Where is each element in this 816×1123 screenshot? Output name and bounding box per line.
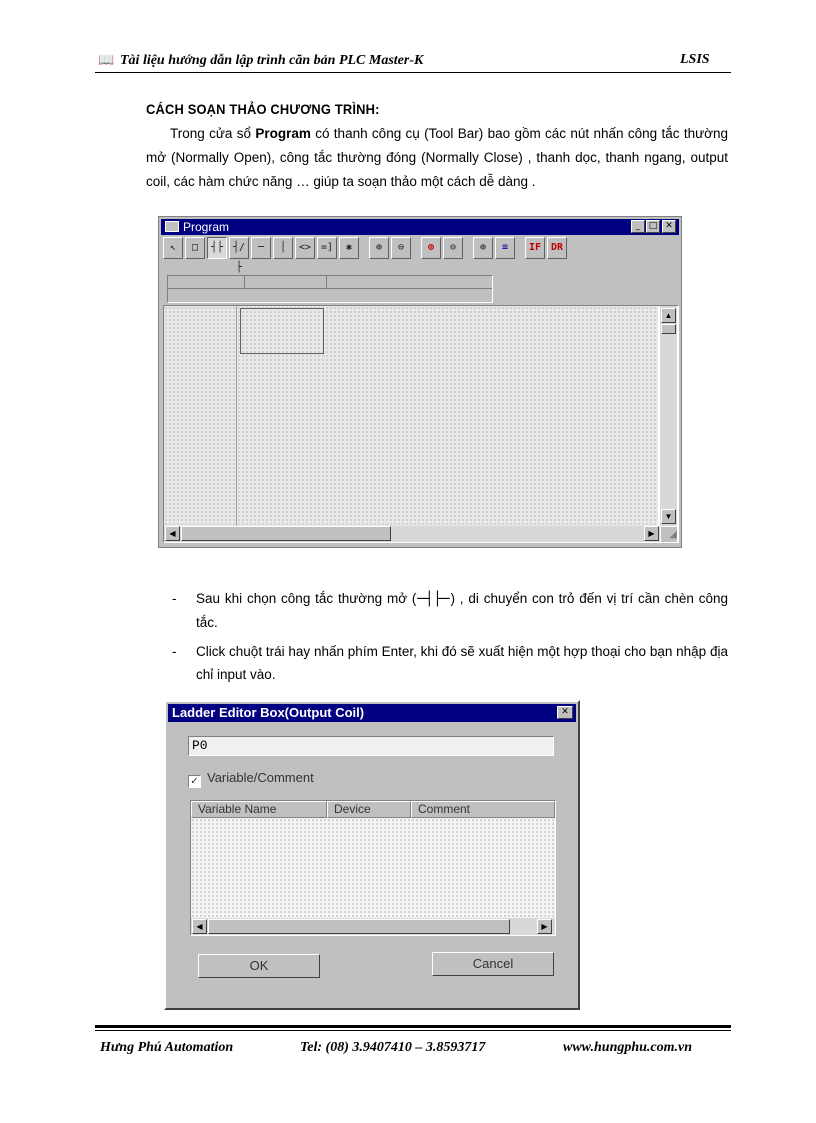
para-bold: Program — [255, 126, 311, 141]
contact-open-symbol-icon: ─┤├─ — [417, 591, 450, 607]
ladder-editor-dialog — [164, 700, 580, 1010]
bullet-dash: - — [172, 644, 177, 659]
horizontal-line-icon[interactable]: ─ — [251, 237, 271, 259]
ladder-edit-area[interactable] — [163, 305, 679, 543]
coil-icon[interactable]: <> — [295, 237, 315, 259]
program-titlebar — [161, 219, 679, 235]
ok-button[interactable]: OK — [198, 954, 320, 978]
contact-open-icon[interactable]: ┤├ — [207, 237, 227, 259]
dialog-titlebar — [168, 704, 576, 722]
column-header-variable-name[interactable]: Variable Name — [191, 801, 327, 818]
scroll-right-button[interactable]: ▶ — [644, 526, 659, 541]
scroll-down-button[interactable]: ▼ — [661, 509, 676, 524]
footer-divider-thick — [95, 1025, 731, 1028]
bullet-1-text-b: ) , di chuyển con trỏ đến vị trí cần chèn công tắc. — [196, 591, 728, 630]
intro-paragraph — [146, 122, 728, 194]
list-scroll-right-button[interactable]: ▶ — [537, 919, 552, 934]
header-title-text: Tài liệu hướng dẫn lập trình căn bản PLC Master-K — [120, 53, 424, 68]
zoom-out-gray-icon[interactable]: ⊖ — [443, 237, 463, 259]
column-header-device[interactable]: Device — [327, 801, 411, 818]
header-title — [98, 52, 423, 69]
ladder-line-column — [164, 306, 237, 526]
pointer-icon[interactable]: ↖ — [163, 237, 183, 259]
header-brand: LSIS — [680, 52, 710, 67]
bullet-dash: - — [172, 591, 177, 606]
cancel-button[interactable]: Cancel — [432, 952, 554, 976]
toolbar-separator — [465, 237, 471, 263]
horizontal-scrollbar[interactable] — [164, 526, 660, 542]
minimize-button[interactable]: _ — [631, 220, 645, 233]
checkbox-box[interactable]: ✓ — [188, 775, 201, 788]
variable-list-body — [191, 818, 555, 918]
vertical-scrollbar[interactable] — [660, 306, 677, 526]
scroll-up-button[interactable]: ▲ — [661, 308, 676, 323]
variable-comment-checkbox[interactable] — [188, 770, 314, 788]
bullet-1 — [172, 587, 728, 634]
bullet-1-text-a: Sau khi chọn công tắc thường mở ( — [196, 591, 417, 606]
header-divider — [95, 72, 731, 73]
column-header-comment[interactable]: Comment — [411, 801, 555, 818]
toolbar-separator — [413, 237, 419, 263]
toolbar-separator — [517, 237, 523, 263]
program-toolbar — [163, 237, 567, 273]
window-icon — [165, 221, 179, 232]
section-heading: CÁCH SOẠN THẢO CHƯƠNG TRÌNH: — [146, 101, 380, 117]
device-input-value: P0 — [192, 738, 208, 753]
resize-grip-icon[interactable]: ◢ — [661, 527, 677, 542]
scroll-left-button[interactable]: ◀ — [165, 526, 180, 541]
dialog-title: Ladder Editor Box(Output Coil) — [172, 705, 365, 720]
bullet-2 — [172, 640, 728, 686]
contact-closed-icon[interactable]: ┤/├ — [229, 237, 249, 259]
device-input[interactable] — [188, 736, 554, 756]
list-scroll-thumb[interactable] — [208, 919, 510, 934]
para-text-2: có thanh công cụ (Tool Bar) bao gồm các nút nhấn công tắc thường mở (Normally Open), công tắc thường đóng (Normally Close) , thanh dọc, thanh ngang, output coil, các hàm chức năng … giúp ta soạn thảo một cách dễ dàng . — [146, 126, 728, 189]
special-icon[interactable]: ✱ — [339, 237, 359, 259]
zoom-in-icon[interactable]: ⊕ — [369, 237, 389, 259]
align-icon[interactable]: ≡ — [495, 237, 515, 259]
program-title: Program — [183, 220, 230, 234]
function-icon[interactable]: =] — [317, 237, 337, 259]
zoom-in-red-icon[interactable]: ⊕ — [421, 237, 441, 259]
para-text-1: Trong cửa sổ — [170, 126, 256, 141]
program-window — [158, 216, 682, 548]
bullet-2-text: Click chuột trái hay nhấn phím Enter, khi đó sẽ xuất hiện một hợp thoại cho bạn nhập địa chỉ input vào. — [196, 644, 728, 682]
box-icon[interactable]: □ — [185, 237, 205, 259]
list-horizontal-scrollbar[interactable] — [191, 918, 555, 935]
insert-icon[interactable]: IF — [525, 237, 545, 259]
footer-tel: Tel: (08) 3.9407410 – 3.8593717 — [300, 1040, 486, 1055]
zoom-out-icon[interactable]: ⊖ — [391, 237, 411, 259]
list-scroll-left-button[interactable]: ◀ — [192, 919, 207, 934]
checkbox-label: Variable/Comment — [207, 770, 314, 785]
ladder-header-bar — [167, 275, 493, 303]
book-pen-icon: 📖 — [98, 52, 115, 67]
maximize-button[interactable]: □ — [646, 220, 660, 233]
delete-icon[interactable]: DR — [547, 237, 567, 259]
vertical-line-icon[interactable]: │ — [273, 237, 293, 259]
close-button[interactable]: ✕ — [662, 220, 676, 233]
toolbar-separator — [361, 237, 367, 263]
ladder-cursor — [240, 308, 324, 354]
footer-company: Hưng Phú Automation — [100, 1040, 234, 1055]
zoom-fit-icon[interactable]: ⊕ — [473, 237, 493, 259]
variable-list[interactable] — [190, 800, 556, 936]
horizontal-scroll-thumb[interactable] — [181, 526, 391, 541]
footer-divider-thin — [95, 1030, 731, 1031]
vertical-scroll-thumb[interactable] — [661, 324, 676, 334]
dialog-close-button[interactable]: ✕ — [557, 706, 573, 719]
footer-web[interactable]: www.hungphu.com.vn — [563, 1040, 693, 1055]
